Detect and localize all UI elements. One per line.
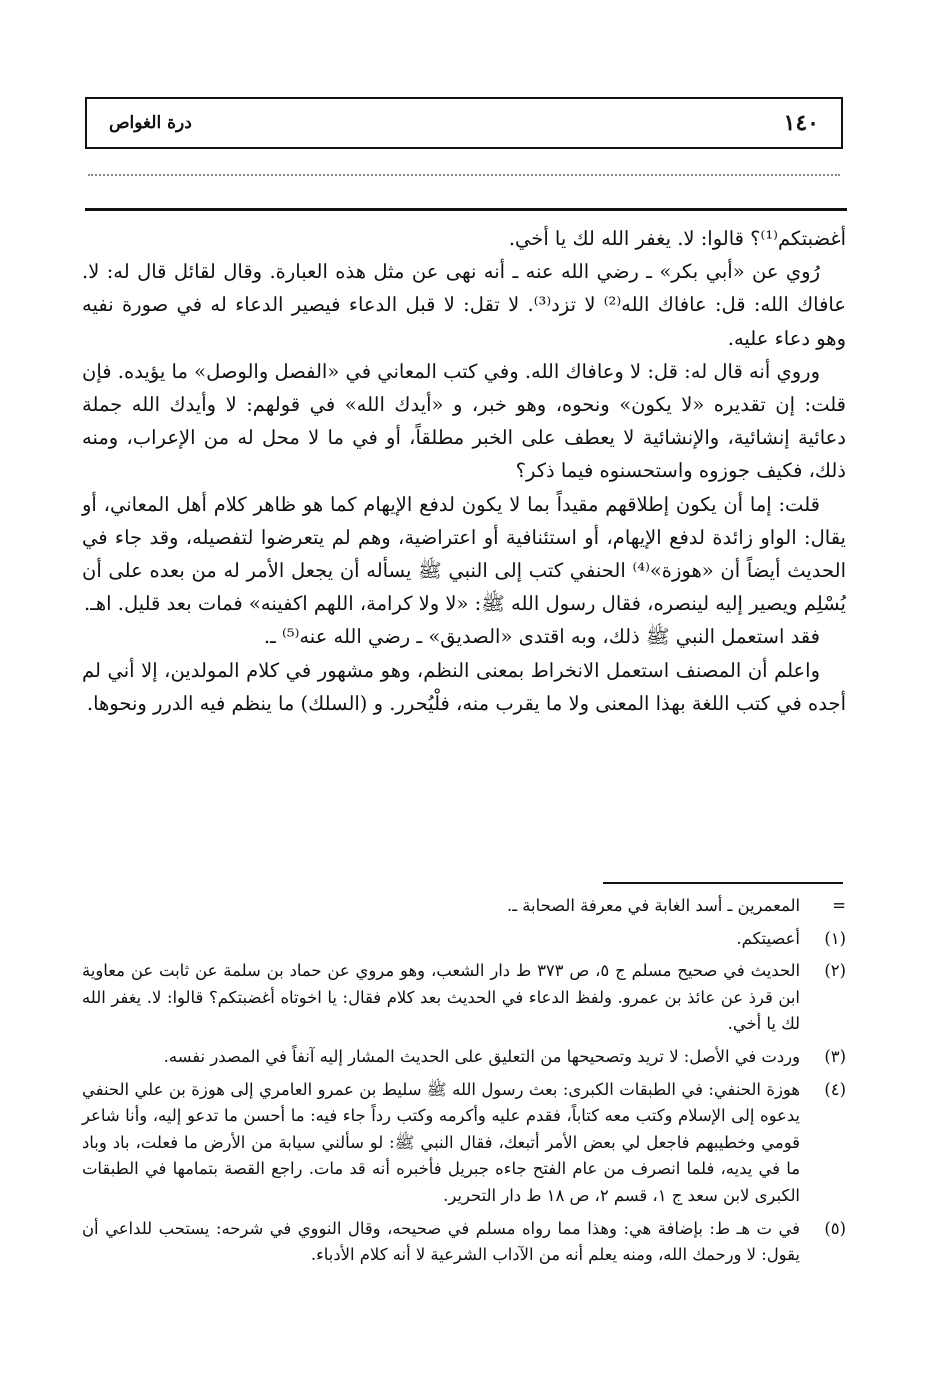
- footnote-text: أعصيتكم.: [736, 928, 800, 948]
- footnote-mark: (٥): [824, 1218, 846, 1238]
- footnote-text: المعمرين ـ أسد الغابة في معرفة الصحابة ـ.: [507, 896, 800, 915]
- footnote-text: في ت هـ ط: بإضافة هي: وهذا مما رواه مسلم في صحيحه، وقال النووي في شرحه: يستحب للداعي أن يقول: لا ورحمك الله، ومنه يعلم أنه من الآداب الشرعية لا أنه كلام الأدباء.: [82, 1218, 800, 1265]
- top-rule: [85, 208, 847, 211]
- footnote-mark: =: [832, 896, 846, 915]
- footnote-mark: (٣): [824, 1046, 846, 1066]
- footnote: [82, 1077, 846, 1210]
- footnote-separator: [603, 882, 843, 884]
- footnote: [82, 1044, 846, 1071]
- running-header: [85, 97, 843, 149]
- paragraph: فقد استعمل النبي ﷺ ذلك، وبه اقتدى «الصديق» ـ رضي الله عنه⁽⁵⁾ ـ.: [263, 625, 820, 649]
- footnote: [82, 1216, 846, 1269]
- paragraph: واعلم أن المصنف استعمل الانخراط بمعنى النظم، وهو مشهور في كلام المولدين، إلا أني لم أجده في كتب اللغة بهذا المعنى ولا ما يقرب منه، فلْيُحرر. و (السلك) ما ينظم فيه الدرر ونحوها.: [82, 658, 846, 715]
- footnote-text: الحديث في صحيح مسلم ج ٥، ص ٣٧٣ ط دار الشعب، وهو مروي عن حماد بن سلمة عن ثابت عن معاوية ابن قرذ عن عائذ بن عمرو. ولفظ الدعاء في الحديث بعد كلام فقال: يا اخوتاه أغضبتكم؟ قالوا: لا. يغفر الله لك يا أخي.: [82, 961, 800, 1034]
- paragraph: وروي أنه قال له: قل: لا وعافاك الله. وفي كتب المعاني في «الفصل والوصل» ما يؤيده. فإن قلت: إن تقديره «لا يكون» ونحوه، وهو خبر، و «أيدك الله» في قولهم: لا وأيدك الله جملة دعائية إنشائية، والإنشائية لا يعطف على الخبر مطلقاً، أو في ما لا محل له من الإعراب، ومنه ذلك، فكيف جوزوه واستحسنوه فيما ذكر؟: [82, 359, 846, 483]
- main-text: [82, 222, 846, 720]
- footnote-mark: (١): [824, 928, 846, 948]
- dotted-divider: [88, 164, 840, 176]
- footnote: [82, 893, 846, 920]
- footnote-text: هوزة الحنفي: في الطبقات الكبرى: بعث رسول الله ﷺ سليط بن عمرو العامري إلى هوزة بن علي الحنفي يدعوه إلى الإسلام وكتب معه كتاباً، فقدم عليه وأكرمه وكتب رداً جاء فيه: ما أحسن ما تدعو إليه، وأنا شاعر قومي وخطيبهم فاجعل لي بعض الأمر أتبعك، فقال النبي ﷺ: لو سألني سيابة من الأرض ما فعلت، باد وباد ما في يديه، فلما انصرف من عام الفتح جاءه جبريل فأخبره أنه قد مات. راجع القصة بتمامها في الطبقات الكبرى لابن سعد ج ١، قسم ٢، ص ١٨ ط دار التحرير.: [82, 1079, 800, 1205]
- footnote: [82, 958, 846, 1038]
- paragraph: أغضبتكم⁽¹⁾؟ قالوا: لا. يغفر الله لك يا أخي.: [508, 227, 846, 250]
- book-title: درة الغواص: [109, 113, 192, 133]
- footnote-mark: (٢): [824, 961, 846, 981]
- page-number: ١٤٠: [783, 110, 819, 136]
- footnote-text: وردت في الأصل: لا تريد وتصحيحها من التعليق على الحديث المشار إليه آنفاً في المصدر نفسه.: [163, 1046, 800, 1066]
- paragraph: رُوي عن «أبي بكر» ـ رضي الله عنه ـ أنه نهى عن مثل هذه العبارة. وقال لقائل قال له: لا. عافاك الله: قل: عافاك الله⁽²⁾ لا تزد⁽³⁾. لا تقل: لا قبل الدعاء فيصير الدعاء له في صورة نفيه وهو دعاء عليه.: [82, 260, 846, 350]
- footnotes: [82, 893, 846, 1275]
- footnote: [82, 926, 846, 953]
- paragraph: قلت: إما أن يكون إطلاقهم مقيداً بما لا يكون لدفع الإيهام كما هو ظاهر كلام أهل المعاني، أو يقال: الواو زائدة لدفع الإيهام، أو استئنافية أو اعتراضية، وهم لم يتعرضوا لتفصيله، وقد جاء في الحديث أيضاً أن «هوزة»⁽⁴⁾ الحنفي كتب إلى النبي ﷺ يسأله أن يجعل الأمر له من بعده على أن يُسْلِم ويصير إليه لينصره، فقال رسول الله ﷺ: «لا ولا كرامة، اللهم اكفينه» فمات بعد قليل. اهـ.: [82, 492, 846, 616]
- footnote-mark: (٤): [824, 1079, 846, 1099]
